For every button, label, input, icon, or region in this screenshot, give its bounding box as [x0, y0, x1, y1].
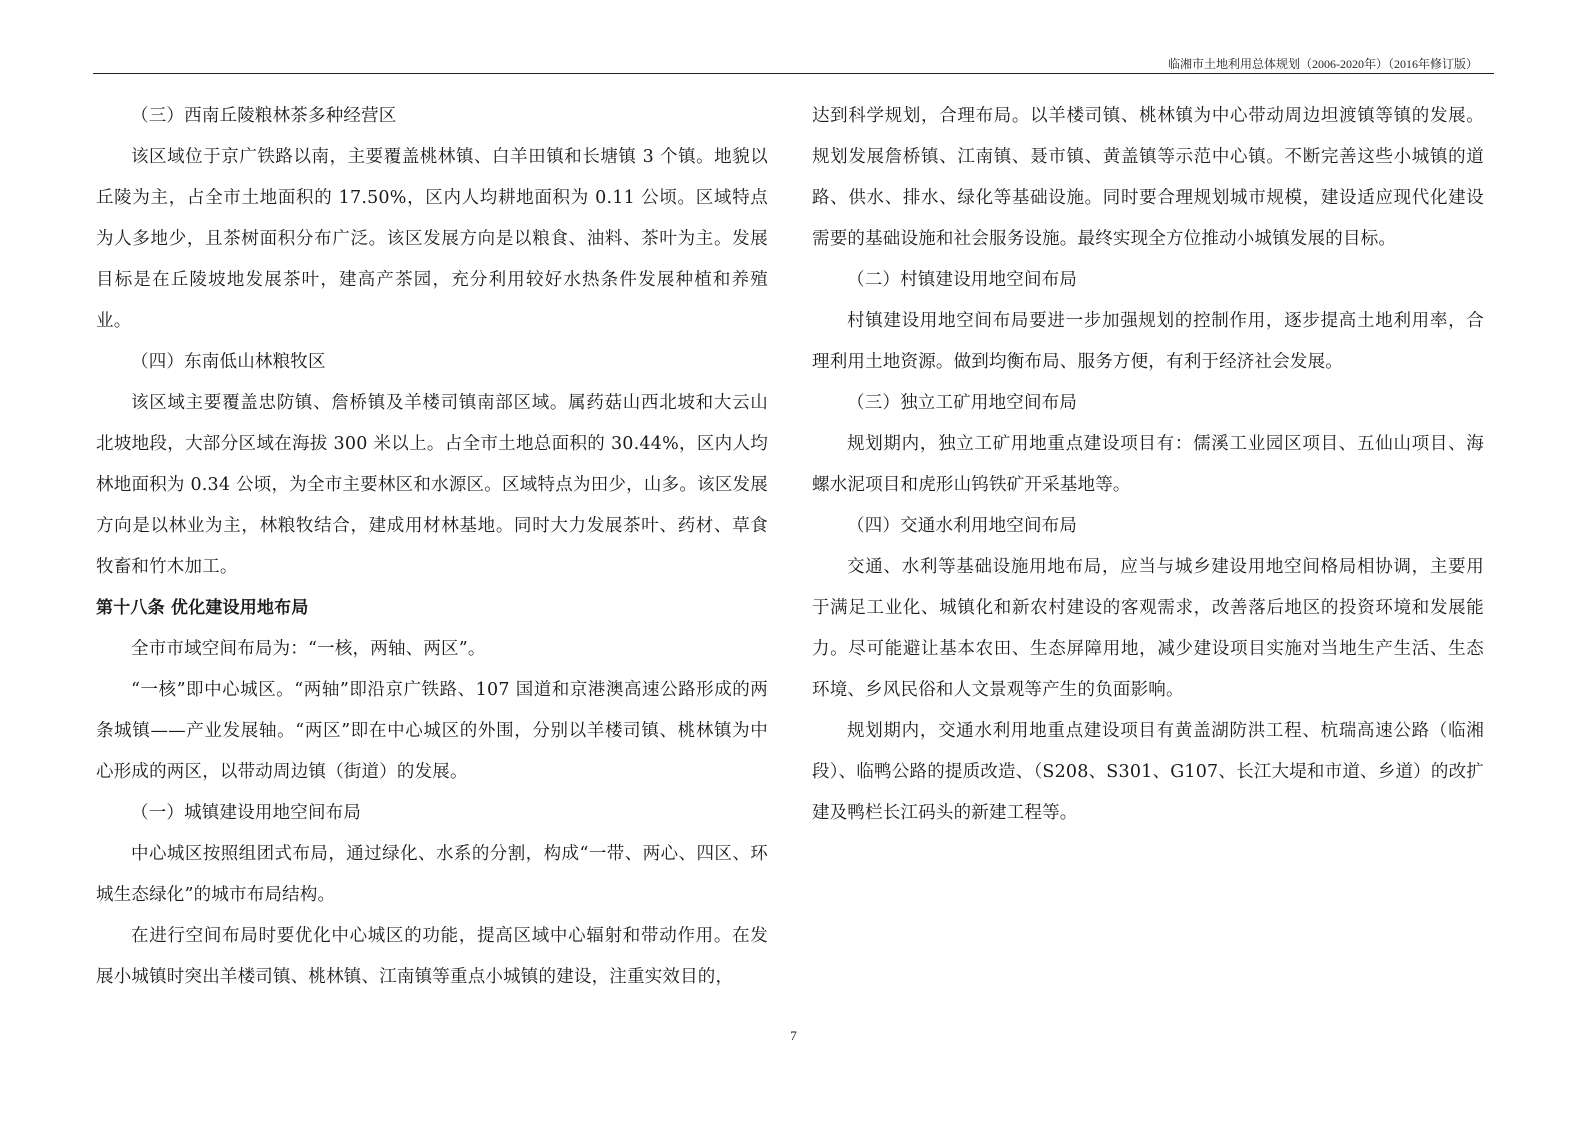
- paragraph: 该区域主要覆盖忠防镇、詹桥镇及羊楼司镇南部区域。属药菇山西北坡和大云山北坡地段，大部分区域在海拔 300 米以上。占全市土地总面积的 30.44%，区内人均林地面积为 0.34 公顷，为全市主要林区和水源区。区域特点为田少，山多。该区发展方向是以林业为主，林粮牧结合，建成用材林基地。同时大力发展茶叶、药材、草食牧畜和竹木加工。: [96, 393, 768, 577]
- running-header: 临湘市土地利用总体规划（2006-2020年）（2016年修订版）: [1168, 57, 1478, 71]
- paragraph: 交通、水利等基础设施用地布局，应当与城乡建设用地空间格局相协调，主要用于满足工业化、城镇化和新农村建设的客观需求，改善落后地区的投资环境和发展能力。尽可能避让基本农田、生态屏障用地，减少建设项目实施对当地生产生活、生态环境、乡风民俗和人文景观等产生的负面影响。: [812, 557, 1484, 700]
- header-divider: [93, 73, 1494, 74]
- paragraph: 该区域位于京广铁路以南，主要覆盖桃林镇、白羊田镇和长塘镇 3 个镇。地貌以丘陵为主，占全市土地面积的 17.50%，区内人均耕地面积为 0.11 公顷。区域特点为人多地少，且茶树面积分布广泛。该区发展方向是以粮食、油料、茶叶为主。发展目标是在丘陵坡地发展茶叶，建高产茶园，充分利用较好水热条件发展种植和养殖业。: [96, 147, 768, 331]
- article-heading: 第十八条 优化建设用地布局: [96, 598, 309, 618]
- paragraph: 全市市域空间布局为：“一核，两轴、两区”。: [131, 639, 486, 659]
- section-heading-transport: （四）交通水利用地空间布局: [847, 516, 1078, 536]
- paragraph: 规划期内，交通水利用地重点建设项目有黄盖湖防洪工程、杭瑞高速公路（临湘段）、临鸭公路的提质改造、（S208、S301、G107、长江大堤和市道、乡道）的改扩建及鸭栏长江码头的新建工程等。: [812, 721, 1484, 823]
- paragraph-continuation: 达到科学规划，合理布局。以羊楼司镇、桃林镇为中心带动周边坦渡镇等镇的发展。规划发展詹桥镇、江南镇、聂市镇、黄盖镇等示范中心镇。不断完善这些小城镇的道路、供水、排水、绿化等基础设施。同时要合理规划城市规模，建设适应现代化建设需要的基础设施和社会服务设施。最终实现全方位推动小城镇发展的目标。: [812, 106, 1484, 249]
- paragraph: 规划期内，独立工矿用地重点建设项目有：儒溪工业园区项目、五仙山项目、海螺水泥项目和虎形山钨铁矿开采基地等。: [812, 434, 1484, 495]
- section-heading-urban: （一）城镇建设用地空间布局: [131, 803, 362, 823]
- section-heading-industrial: （三）独立工矿用地空间布局: [847, 393, 1078, 413]
- section-heading-southwest: （三）西南丘陵粮林茶多种经营区: [131, 106, 397, 126]
- paragraph: 中心城区按照组团式布局，通过绿化、水系的分割，构成“一带、两心、四区、环城生态绿化”的城市布局结构。: [96, 844, 768, 905]
- page-number: 7: [790, 1028, 797, 1043]
- left-column: [96, 96, 768, 998]
- paragraph: 村镇建设用地空间布局要进一步加强规划的控制作用，逐步提高土地利用率，合理利用土地资源。做到均衡布局、服务方便，有利于经济社会发展。: [812, 311, 1484, 372]
- section-heading-village: （二）村镇建设用地空间布局: [847, 270, 1078, 290]
- right-column: [812, 96, 1484, 834]
- paragraph: “一核”即中心城区。“两轴”即沿京广铁路、107 国道和京港澳高速公路形成的两条城镇——产业发展轴。“两区”即在中心城区的外围，分别以羊楼司镇、桃林镇为中心形成的两区，以带动周边镇（街道）的发展。: [96, 680, 768, 782]
- section-heading-southeast: （四）东南低山林粮牧区: [131, 352, 326, 372]
- paragraph: 在进行空间布局时要优化中心城区的功能，提高区域中心辐射和带动作用。在发展小城镇时突出羊楼司镇、桃林镇、江南镇等重点小城镇的建设，注重实效目的，: [96, 926, 768, 987]
